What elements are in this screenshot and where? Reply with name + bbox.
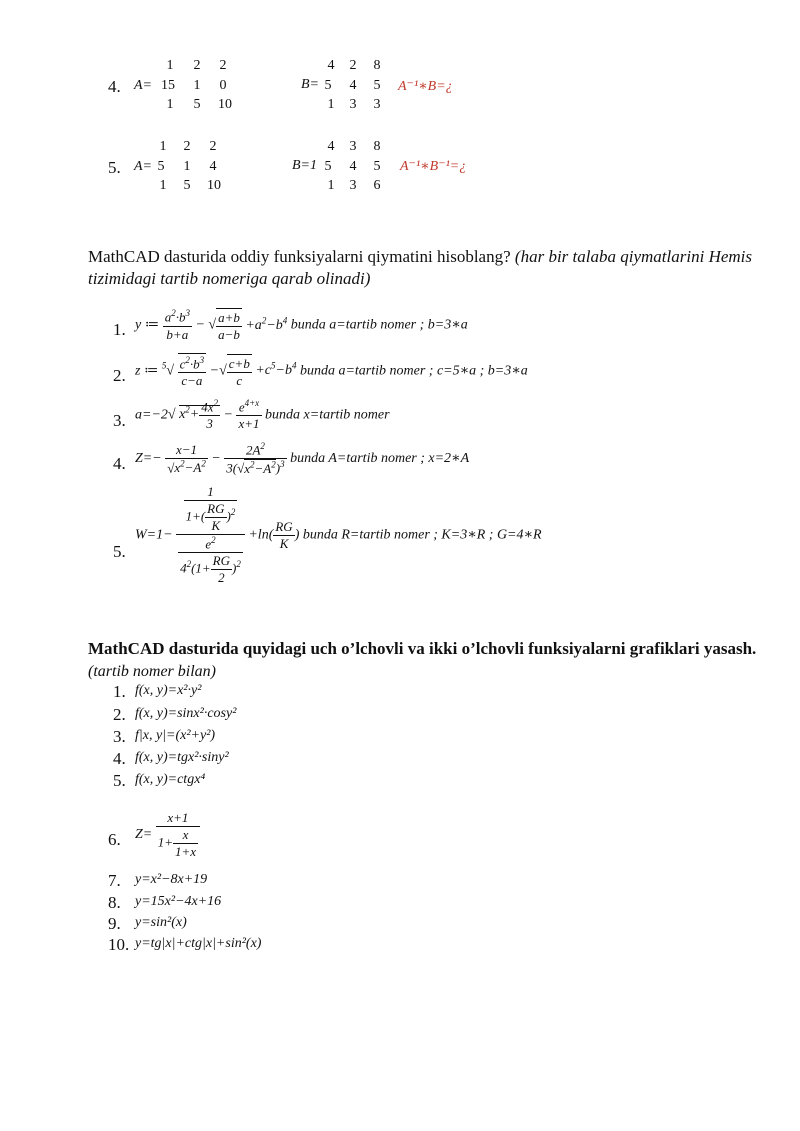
matrix-cell: 5 — [373, 159, 381, 174]
formula-number: 3. — [113, 411, 126, 430]
list-number: 4. — [113, 749, 126, 768]
matrix-cell: 5 — [193, 97, 201, 112]
formula-condition: bunda a=tartib nomer ; b=3∗a — [290, 317, 468, 333]
matrix-cell: 1 — [327, 97, 335, 112]
list-number: 7. — [108, 871, 121, 890]
matrix-cell: 3 — [349, 97, 357, 112]
matrix-expression: A⁻¹∗B⁻¹=¿ — [400, 159, 467, 174]
matrix-cell: 5 — [324, 159, 332, 174]
matrix-cell: 4 — [349, 78, 357, 93]
section-heading-title: MathCAD dasturida quyidagi uch o’lchovli va ikki o’lchovli funksiyalarni grafiklari yasash. — [88, 639, 757, 658]
list-number: 2. — [113, 705, 126, 724]
matrix-cell: 4 — [349, 159, 357, 174]
matrix-cell: 10 — [218, 97, 232, 112]
formula-condition: bunda A=tartib nomer ; x=2∗A — [290, 451, 470, 467]
formula-3: a=−2√ $x^2+$ $\frac{4x^2}{3}$ − $\frac{e^{4+x}}{x+1}$ bunda x=tartib nomer — [135, 398, 390, 432]
matrix-cell: 2 — [209, 139, 217, 154]
list-number: 5. — [113, 771, 126, 790]
formula-number: 5. — [113, 542, 126, 561]
list-item: f(x, y)=tgx²·siny² — [135, 750, 229, 765]
matrix-cell: 3 — [349, 139, 357, 154]
list-item: y=15x²−4x+16 — [135, 894, 222, 909]
matrix-a-label: A= — [134, 159, 152, 174]
formula-condition: bunda R=tartib nomer ; K=3∗R ; G=4∗R — [302, 527, 542, 543]
matrix-cell: 3 — [373, 97, 381, 112]
list-item: y=sin²(x) — [135, 915, 187, 930]
formula-condition: bunda a=tartib nomer ; c=5∗a ; b=3∗a — [299, 363, 528, 379]
matrix-cell: 4 — [327, 58, 335, 73]
formula-2: z ≔ $^5$√ $\frac{c^2\cdot b^3}{c-a}$ −√ $\frac{c+b}{c}$ $+c^5-b^4$ bunda a=tartib nomer ; c=5∗a ; b=3∗a — [135, 355, 528, 389]
matrix-cell: 2 — [183, 139, 191, 154]
list-number: 10. — [108, 935, 130, 954]
matrix-cell: 15 — [161, 78, 175, 93]
matrix-cell: 5 — [183, 178, 191, 193]
list-item: f|x, y|=(x²+y²) — [135, 728, 216, 743]
list-item: f(x, y)=ctgx⁴ — [135, 772, 206, 787]
matrix-cell: 2 — [193, 58, 201, 73]
matrix-cell: 5 — [157, 159, 165, 174]
matrix-cell: 5 — [373, 78, 381, 93]
matrix-cell: 1 — [166, 58, 174, 73]
matrix-cell: 1 — [193, 78, 201, 93]
matrix-a-label: A= — [134, 78, 152, 93]
task-number: 5. — [108, 158, 121, 177]
list-item: f(x, y)=sinx²·cosy² — [135, 706, 237, 721]
matrix-cell: 4 — [327, 139, 335, 154]
matrix-b-label: B= — [301, 77, 319, 92]
formula-number: 2. — [113, 366, 126, 385]
matrix-cell: 4 — [209, 159, 217, 174]
list-number: 8. — [108, 893, 121, 912]
formula-number: 1. — [113, 320, 126, 339]
list-item: f(x, y)=x²·y² — [135, 683, 202, 698]
matrix-cell: 5 — [324, 78, 332, 93]
formula-4: Z=− $\frac{x-1}{√x^2-A^2}$ − $\frac{2A^2}{3(√x^2-A^2)^3}$ bunda A=tartib nomer ; x=2∗A — [135, 441, 470, 476]
section-intro-note: (har bir talaba qiymatlarini Hemis tizimidagi tartib nomeriga qarab olinadi) — [88, 247, 753, 288]
list-item-fraction: Z= x+1 1+ $\frac{x}{1+x}$ — [135, 810, 200, 860]
matrix-cell: 1 — [183, 159, 191, 174]
matrix-cell: 0 — [219, 78, 227, 93]
list-number: 3. — [113, 727, 126, 746]
section-intro-text: MathCAD dasturida oddiy funksiyalarni qiymatini hisoblang? — [88, 247, 511, 266]
matrix-cell: 6 — [373, 178, 381, 193]
matrix-cell: 1 — [159, 178, 167, 193]
matrix-expression: A⁻¹∗B=¿ — [398, 79, 453, 94]
section-heading-note: (tartib nomer bilan) — [88, 663, 216, 680]
task-number: 4. — [108, 77, 121, 96]
matrix-cell: 10 — [207, 178, 221, 193]
formula-1: y ≔ $\frac{a^2\cdot b^3}{b+a}$ − √ $\frac{a+b}{a-b}$ $+a^2-b^4$ bunda a=tartib nomer ; b=3∗a — [135, 308, 468, 342]
matrix-cell: 8 — [373, 139, 381, 154]
formula-condition: bunda x=tartib nomer — [265, 407, 390, 423]
list-item: y=x²−8x+19 — [135, 872, 208, 887]
list-number: 1. — [113, 682, 126, 701]
matrix-cell: 1 — [159, 139, 167, 154]
matrix-cell: 1 — [327, 178, 335, 193]
matrix-cell: 2 — [219, 58, 227, 73]
matrix-cell: 2 — [349, 58, 357, 73]
matrix-b-label: B=1 — [292, 158, 317, 173]
section-intro — [88, 246, 752, 290]
matrix-cell: 8 — [373, 58, 381, 73]
formula-number: 4. — [113, 454, 126, 473]
list-item: y=tg|x|+ctg|x|+sin²(x) — [135, 936, 262, 951]
formula-5: W=1− 1 1+( $\frac{RG}{K}$ )$^2$ $e^2$ $4^2(1+$ $\frac{RG}{2}$ )$^2$ +ln( $\frac{RG}{K}$ ) bunda R=tartib nomer ; K=3∗R ; G=4∗R — [135, 484, 542, 586]
list-number: 6. — [108, 830, 121, 849]
list-number: 9. — [108, 914, 121, 933]
section-heading — [88, 638, 758, 683]
matrix-cell: 1 — [166, 97, 174, 112]
matrix-cell: 3 — [349, 178, 357, 193]
